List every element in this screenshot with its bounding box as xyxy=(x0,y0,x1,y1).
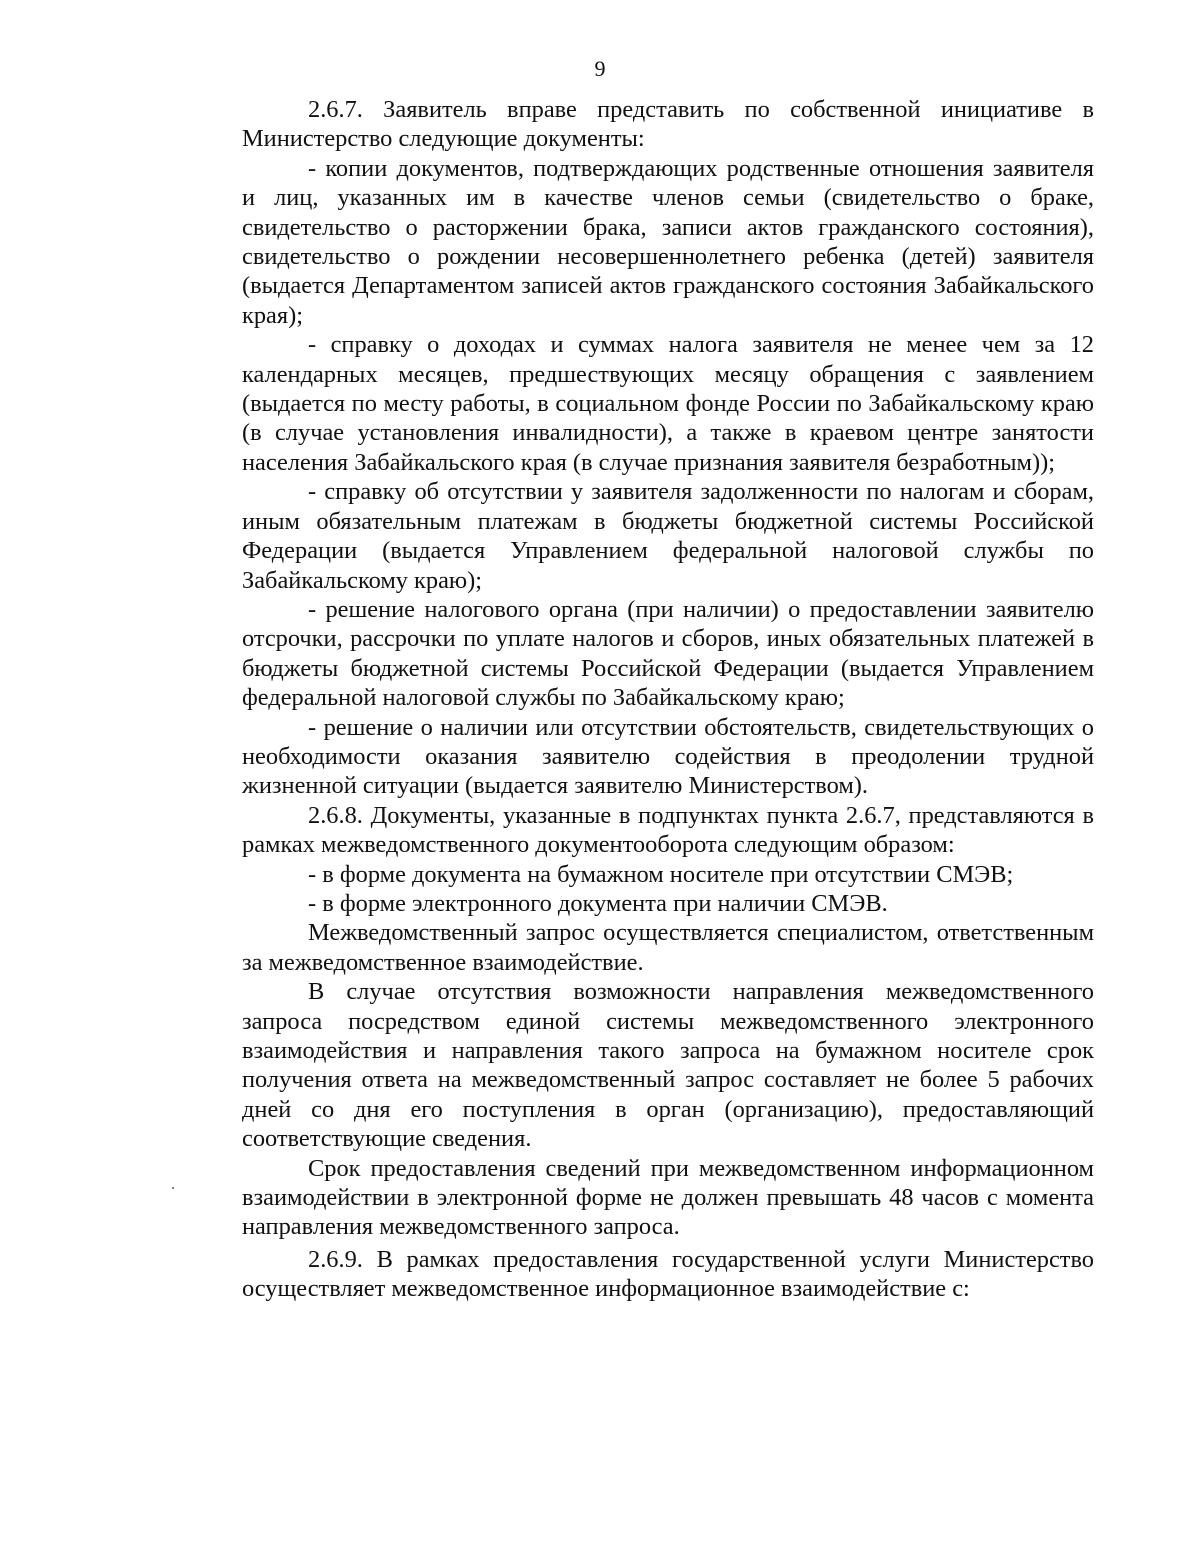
paragraph-paper-form: - в форме документа на бумажном носителе при отсутствии СМЭВ; xyxy=(308,860,1014,888)
paragraph-electronic-request-deadline: Срок предоставления сведений при межведомственном информационном взаимодействии в электронной форме не должен превышать 48 часов с момента направления межведомственного запроса. xyxy=(242,1154,1094,1241)
scan-speck xyxy=(172,1187,174,1189)
page-number: 9 xyxy=(594,56,606,81)
document-body xyxy=(242,95,1094,1304)
paragraph-paper-request-deadline: В случае отсутствия возможности направления межведомственного запроса посредством единой системы межведомственного электронного взаимодействия и направления такого запроса на бумажном носителе срок получения ответа на межведомственный запрос составляет не более 5 рабочих дней со дня его поступления в орган (организацию), предоставляющий соответствующие сведения. xyxy=(242,978,1094,1153)
paragraph-item-family-documents: - копии документов, подтверждающих родственные отношения заявителя и лиц, указанных им в качестве членов семьи (свидетельство о браке, свидетельство о расторжении брака, записи актов гражданского состояния), свидетельство о рождении несовершеннолетнего ребенка (детей) заявителя (выдается Департаментом записей актов гражданского состояния Забайкальского края); xyxy=(242,154,1094,329)
paragraph-item-tax-debt-certificate: - справку об отсутствии у заявителя задолженности по налогам и сборам, иным обязательным платежам в бюджеты бюджетной системы Российской Федерации (выдается Управлением федеральной налоговой службы по Забайкальскому краю); xyxy=(242,478,1094,594)
paragraph-2-6-7-intro: 2.6.7. Заявитель вправе представить по собственной инициативе в Министерство следующие документы: xyxy=(242,96,1094,153)
paragraph-2-6-9: 2.6.9. В рамках предоставления государственной услуги Министерство осуществляет межведомственное информационное взаимодействие с: xyxy=(242,1245,1094,1303)
paragraph-2-6-8: 2.6.8. Документы, указанные в подпунктах пункта 2.6.7, представляются в рамках межведомственного документооборота следующим образом: xyxy=(242,801,1094,859)
paragraph-item-tax-deferral-decision: - решение налогового органа (при наличии) о предоставлении заявителю отсрочки, рассрочки по уплате налогов и сборов, иных обязательных платежей в бюджеты бюджетной системы Российской Федерации (выдается Управлением федеральной налоговой службы по Забайкальскому краю; xyxy=(242,595,1094,712)
paragraph-electronic-form: - в форме электронного документа при наличии СМЭВ. xyxy=(308,889,888,917)
paragraph-item-income-certificate: - справку о доходах и суммах налога заявителя не менее чем за 12 календарных месяцев, предшествующих месяцу обращения с заявлением (выдается по месту работы, в социальном фонде России по Забайкальскому краю (в случае установления инвалидности), а также в краевом центре занятости населения Забайкальского края (в случае признания заявителя безработным)); xyxy=(242,331,1094,476)
paragraph-interagency-request: Межведомственный запрос осуществляется специалистом, ответственным за межведомственное взаимодействие. xyxy=(242,919,1094,976)
paragraph-item-hardship-decision: - решение о наличии или отсутствии обстоятельств, свидетельствующих о необходимости оказания заявителю содействия в преодолении трудной жизненной ситуации (выдается заявителю Министерством). xyxy=(242,713,1094,800)
